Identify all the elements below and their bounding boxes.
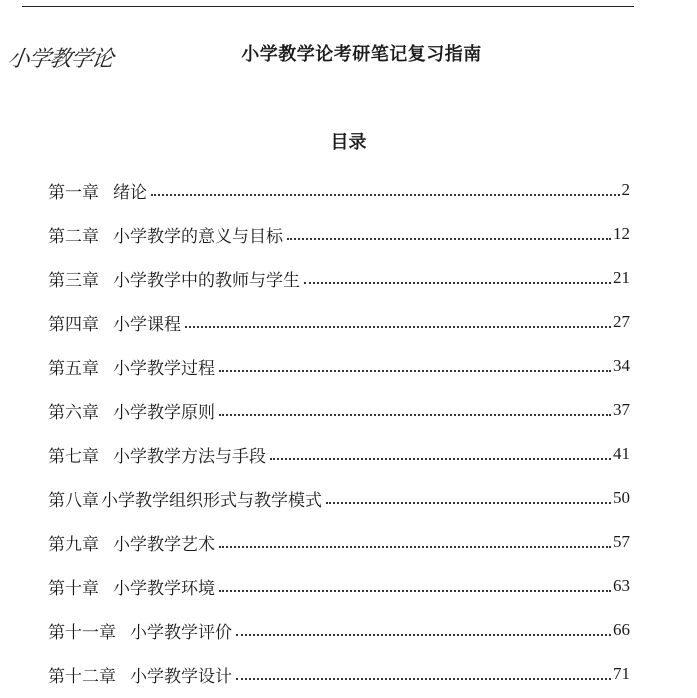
page-number: 71 — [613, 664, 630, 683]
chapter-number: 第十章 — [48, 578, 99, 599]
toc-label — [48, 222, 283, 247]
chapter-title: 小学教学组织形式与教学模式 — [101, 490, 322, 511]
dot-leader — [185, 326, 611, 328]
toc-entry-4[interactable] — [48, 300, 630, 344]
chapter-title: 小学教学的意义与目标 — [113, 226, 283, 247]
chapter-number: 第十一章 — [48, 622, 116, 643]
page-number: 34 — [613, 356, 630, 375]
toc-label — [48, 530, 215, 555]
dot-leader — [236, 678, 611, 680]
dot-leader — [326, 502, 611, 504]
chapter-number: 第六章 — [48, 402, 99, 423]
dot-leader — [270, 458, 611, 460]
chapter-title: 小学教学中的教师与学生 — [113, 270, 300, 291]
chapter-title: 小学教学设计 — [130, 666, 232, 687]
toc-label — [48, 354, 215, 379]
chapter-number: 第一章 — [48, 182, 99, 203]
top-rule — [22, 6, 634, 7]
toc-label — [48, 266, 300, 291]
dot-leader — [304, 282, 611, 284]
chapter-title: 小学教学过程 — [113, 358, 215, 379]
page-number: 57 — [613, 532, 630, 551]
chapter-number: 第三章 — [48, 270, 99, 291]
page-number: 63 — [613, 576, 630, 595]
dot-leader — [151, 194, 620, 196]
chapter-title: 小学课程 — [113, 314, 181, 335]
toc-label — [48, 574, 215, 599]
chapter-title: 小学教学环境 — [113, 578, 215, 599]
toc-entry-8[interactable] — [48, 476, 630, 520]
dot-leader — [219, 414, 611, 416]
toc-entry-5[interactable] — [48, 344, 630, 388]
toc-entry-6[interactable] — [48, 388, 630, 432]
toc-entry-3[interactable] — [48, 256, 630, 300]
toc-entry-10[interactable] — [48, 564, 630, 608]
toc-label — [48, 486, 322, 511]
chapter-number: 第四章 — [48, 314, 99, 335]
chapter-number: 第七章 — [48, 446, 99, 467]
page-number: 12 — [613, 224, 630, 243]
toc-entry-2[interactable] — [48, 212, 630, 256]
page-number: 27 — [613, 312, 630, 331]
toc-heading: 目录 — [330, 132, 367, 153]
chapter-number: 第二章 — [48, 226, 99, 247]
page-number: 2 — [621, 180, 630, 199]
chapter-number: 第十二章 — [48, 666, 116, 687]
toc-label — [48, 662, 232, 687]
toc-entry-9[interactable] — [48, 520, 630, 564]
chapter-title: 小学教学艺术 — [113, 534, 215, 555]
toc-label — [48, 310, 181, 335]
chapter-title: 小学教学方法与手段 — [113, 446, 266, 467]
handwritten-note: 小学教学论 — [5, 47, 115, 72]
dot-leader — [219, 370, 611, 372]
dot-leader — [219, 590, 611, 592]
dot-leader — [236, 634, 611, 636]
page-number: 21 — [613, 268, 630, 287]
page-number: 37 — [613, 400, 630, 419]
chapter-number: 第九章 — [48, 534, 99, 555]
document-title: 小学教学论考研笔记复习指南 — [241, 44, 482, 65]
toc-label — [48, 618, 232, 643]
toc-entry-11[interactable] — [48, 608, 630, 652]
chapter-number: 第八章 — [48, 490, 99, 511]
toc-entry-12[interactable] — [48, 652, 630, 696]
dot-leader — [219, 546, 611, 548]
page-number: 50 — [613, 488, 630, 507]
toc-label — [48, 398, 215, 423]
toc-label — [48, 178, 147, 203]
chapter-number: 第五章 — [48, 358, 99, 379]
toc-entry-1[interactable] — [48, 168, 630, 212]
toc-label — [48, 442, 266, 467]
toc-entry-7[interactable] — [48, 432, 630, 476]
chapter-title: 小学教学评价 — [130, 622, 232, 643]
page-number: 41 — [613, 444, 630, 463]
chapter-title: 小学教学原则 — [113, 402, 215, 423]
page-number: 66 — [613, 620, 630, 639]
table-of-contents — [48, 168, 630, 696]
dot-leader — [287, 238, 611, 240]
chapter-title: 绪论 — [113, 182, 147, 203]
